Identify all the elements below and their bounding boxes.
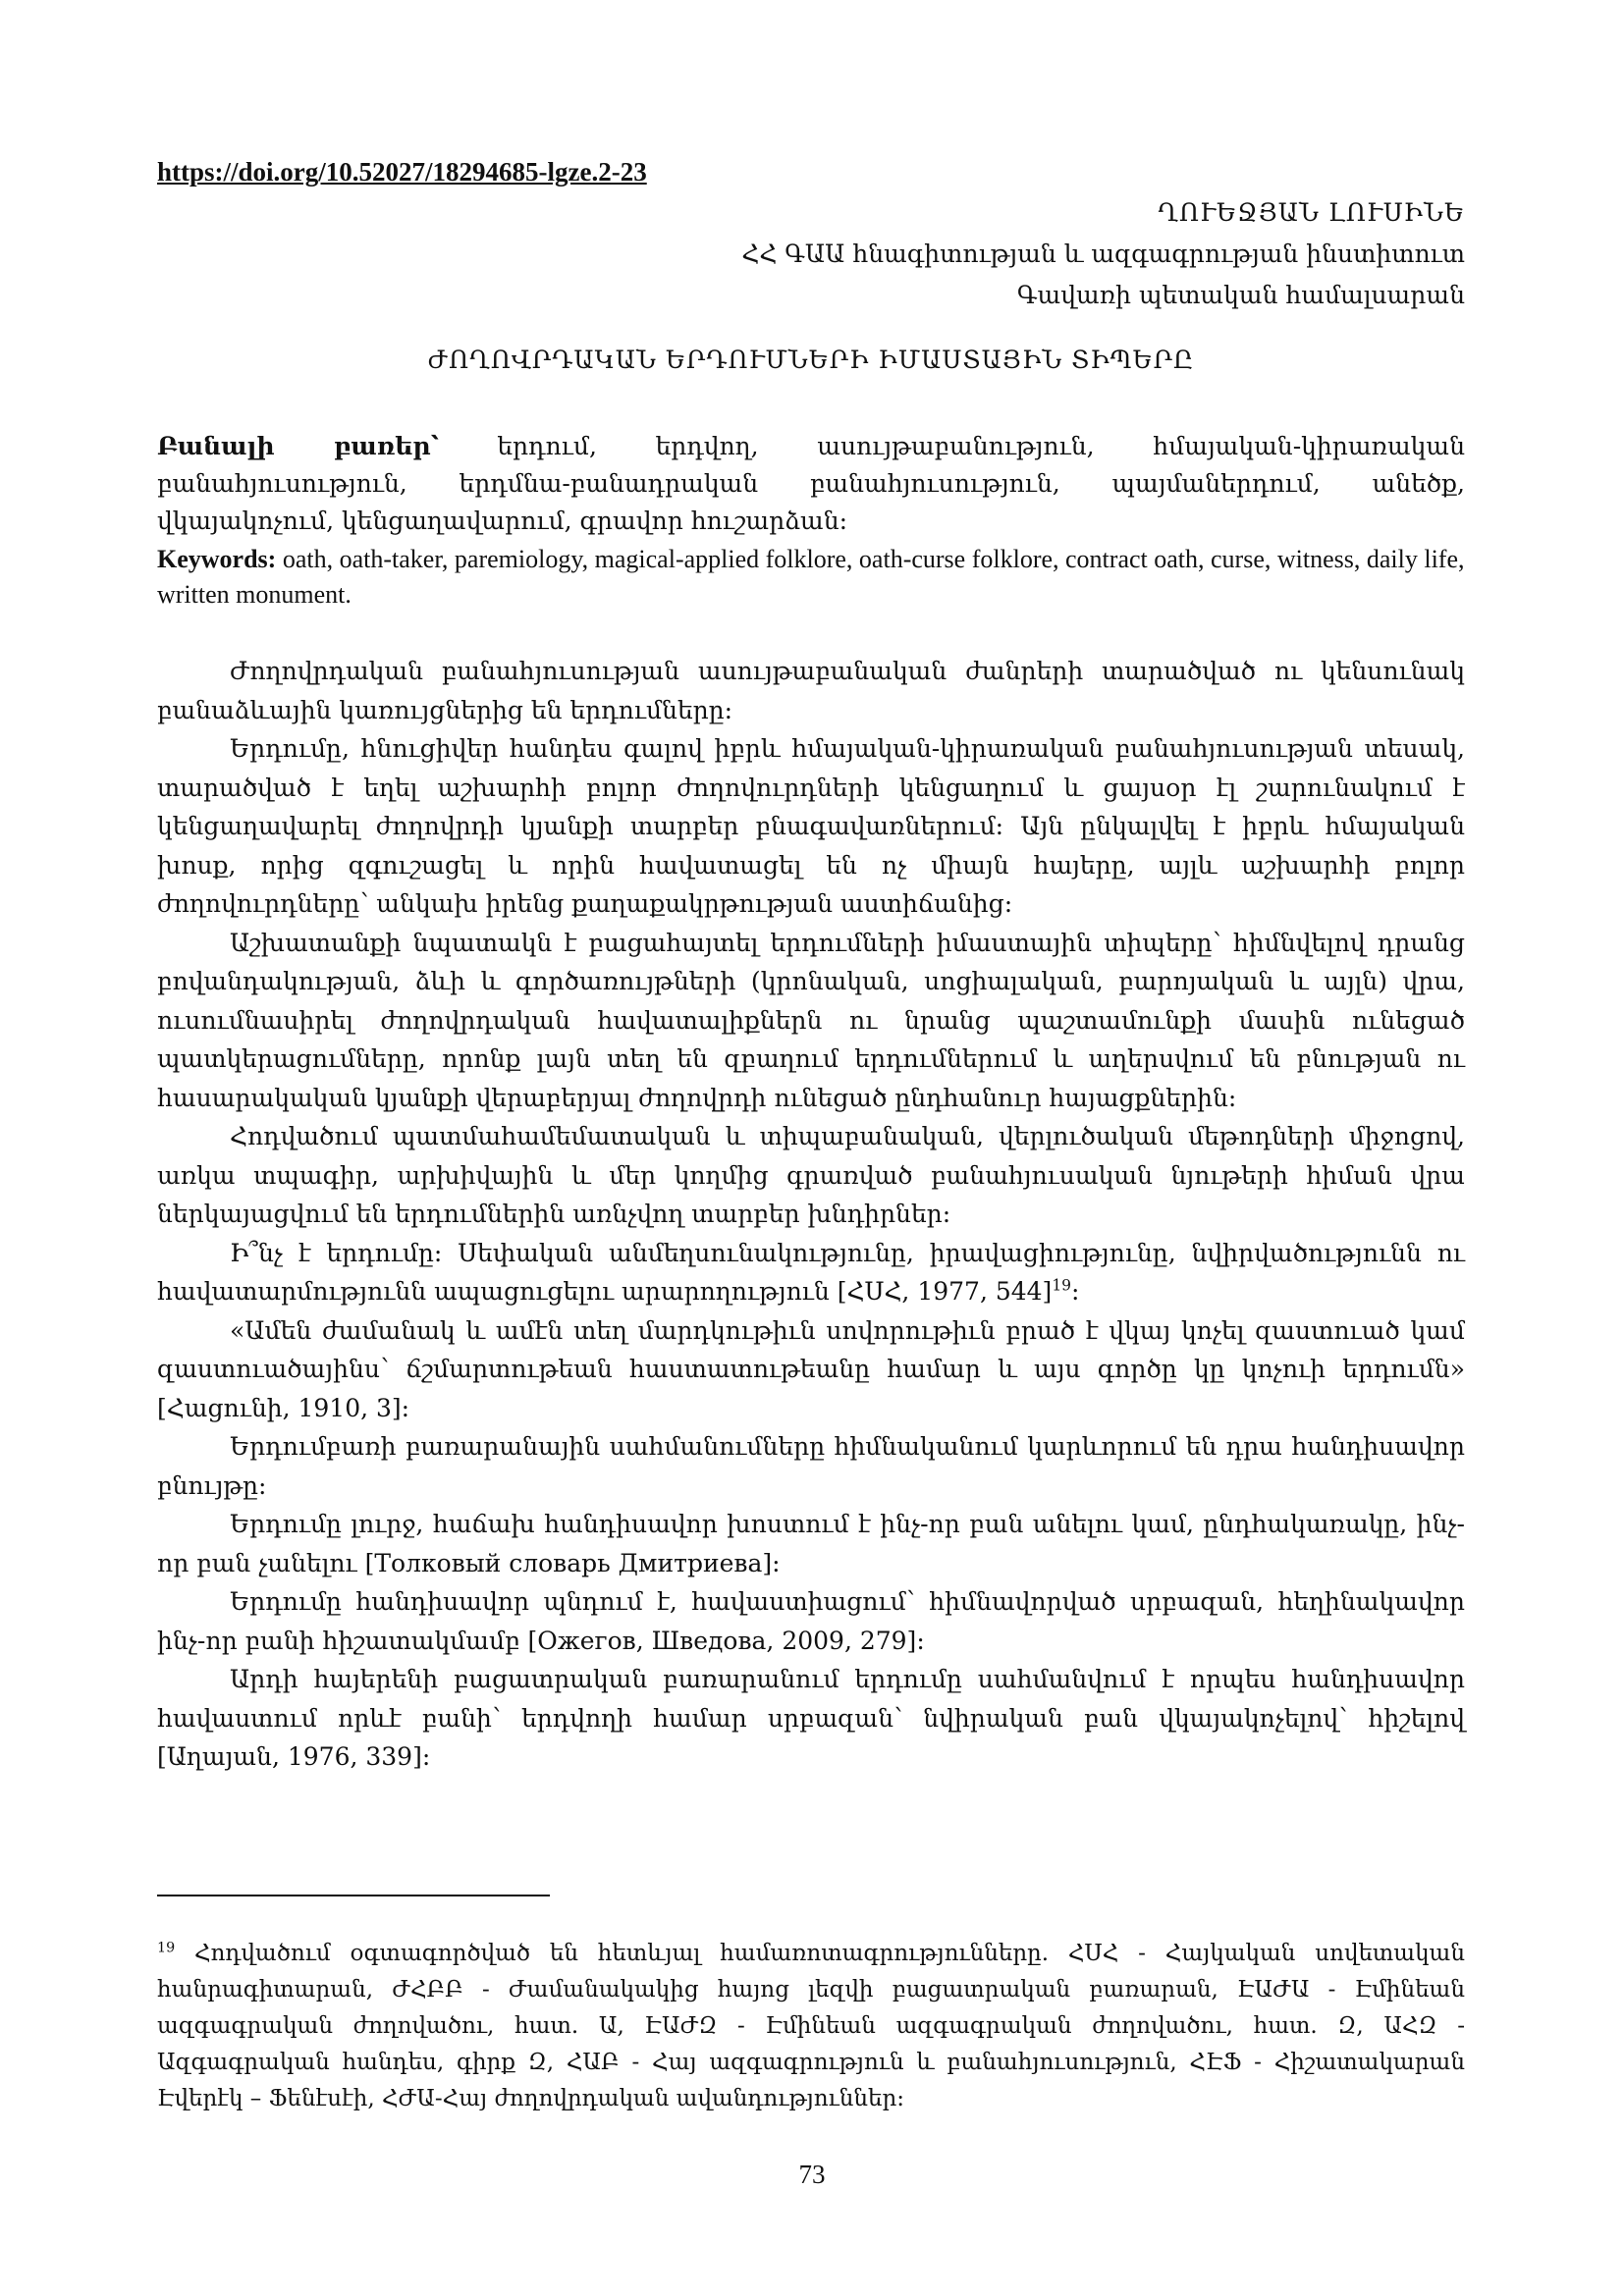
paragraph-text: Ի՞նչ է երդումը: Սեփական անմեղսունակությունը, իրավացիությունը, նվիրվածությունն ու հավատարմությունն ապացուցելու արարողություն [ՀՍՀ, 1977, 544]	[157, 1238, 1465, 1306]
paragraph: Ժողովրդական բանահյուսության ասույթաբանական ժանրերի տարածված ու կենսունակ բանաձևային կառույցներից են երդումները:	[157, 657, 1465, 724]
article-title: ԺՈՂՈՎՐԴԱԿԱՆ ԵՐԴՈՒՄՆԵՐԻ ԻՄԱՍՏԱՅԻՆ ՏԻՊԵՐԸ	[427, 346, 1195, 374]
affiliation-2: Գավառի պետական համալսարան	[1016, 281, 1465, 309]
paragraph: Երդումը լուրջ, հաճախ հանդիսավոր խոստում է ինչ-որ բան անելու կամ, ընդհակառակը, ինչ-որ բան չանելու [Толковый словарь Дмитриева]:	[157, 1510, 1465, 1577]
affiliation-1: ՀՀ ԳԱԱ հնագիտության և ազգագրության ինստիտուտ	[741, 240, 1465, 268]
keywords-label: Բանալի բառեր՝	[157, 432, 439, 460]
paragraph: «Ամեն ժամանակ և ամէն տեղ մարդկութիւն սովորութիւն բրած է վկայ կոչել զաստուած կամ զաստուածայինս՝ ճշմարտութեան հաստատութեանը համար և այս գործը կը կոչուի երդումն» [Հացունի, 1910, 3]:	[157, 1315, 1465, 1422]
keywords-text: երդում, երդվող, ասույթաբանություն, հմայական-կիրառական բանահյուսություն, երդմնա-բանադրական բանահյուսություն, պայմաներդում, անեծք, վկայակոչում, կենցաղավարում, գրավոր հուշարձան:	[157, 432, 1465, 535]
paragraph	[157, 1234, 1465, 1311]
author-block	[741, 192, 1465, 316]
footnote-text: Հոդվածում օգտագործված են հետևյալ համառոտագրությունները. ՀՍՀ - Հայկական սովետական հանրագիտարան, ԺՀԲԲ - Ժամանակակից հայոց լեզվի բացատրական բառարան, ԷԱԺԱ - Էմինեան ազգագրական ժողովածու, հատ. Ա, ԷԱԺԶ - Էմինեան ազգագրական ժողովածու, հատ. Զ, ԱՀԶ - Ազգագրական հանդես, գիրք Զ, ՀԱԲ - Հայ ազգագրություն և բանահյուսություն, ՀԷՖ - Հիշատակարան Էվերէկ – Ֆենէսէի, ՀԺԱ-Հայ ժողովրդական ավանդություններ:	[157, 1941, 1465, 2111]
keywords-en-text: oath, oath-taker, paremiology, magical-applied folklore, oath-curse folklore, contract oath, curse, witness, daily life, written monument.	[157, 545, 1465, 609]
keywords-english	[157, 542, 1465, 613]
paragraph: Երդումը, հնուցիվեր հանդես գալով իբրև հմայական-կիրառական բանահյուսության տեսակ, տարածված է եղել աշխարհի բոլոր ժողովուրդների կենցաղում և ցայսօր էլ շարունակում է կենցաղավարել ժողովրդի կյանքի տարբեր բնագավառներում: Այն ընկալվել է իբրև հմայական խոսք, որից զգուշացել և որին հավատացել են ոչ միայն հայերը, այլև աշխարհի բոլոր ժողովուրդները՝ անկախ իրենց քաղաքակրթության աստիճանից:	[157, 734, 1465, 918]
keywords-en-label: Keywords:	[157, 545, 277, 573]
doi-link[interactable]: https://doi.org/10.52027/18294685-lgze.2-23	[157, 157, 647, 187]
paragraph: Արդի հայերենի բացատրական բառարանում երդումը սահմանվում է որպես հանդիսավոր հավաստում որևէ բանի՝ երդվողի համար սրբազան՝ նվիրական բան վկայակոչելով՝ հիշելով [Աղայան, 1976, 339]:	[157, 1665, 1465, 1771]
paragraph: Աշխատանքի նպատակն է բացահայտել երդումների իմաստային տիպերը՝ հիմնվելով դրանց բովանդակության, ձևի և գործառույթների (կրոնական, սոցիալական, բարոյական և այլն) վրա, ուսումնասիրել ժողովրդական հավատալիքներն ու նրանց պաշտամունքի մասին ունեցած պատկերացումները, որոնք լայն տեղ են զբաղում երդումներում և աղերսվում են բնության ու հասարակական կյանքի վերաբերյալ ժողովրդի ունեցած ընդհանուր հայացքներին:	[157, 928, 1465, 1112]
footnote-divider	[157, 1895, 550, 1896]
page-number: 73	[798, 2160, 826, 2189]
paragraph: Երդումը հանդիսավոր պնդում է, հավաստիացում՝ հիմնավորված սրբազան, հեղինակավոր ինչ-որ բանի հիշատակմամբ [Ожегов, Шведова, 2009, 279]:	[157, 1587, 1465, 1655]
body-text	[157, 652, 1465, 1777]
author-name: ՂՈՒԵՋՅԱՆ ԼՈՒՍԻՆԵ	[1158, 198, 1465, 227]
paragraph: Երդումբառի բառարանային սահմանումները հիմնականում կարևորում են դրա հանդիսավոր բնույթը:	[157, 1432, 1465, 1500]
paragraph: Հոդվածում պատմահամեմատական և տիպաբանական, վերլուծական մեթոդների միջոցով, առկա տպագիր, արխիվային և մեր կողմից գրառված բանահյուսական նյութերի հիման վրա ներկայացվում են երդումներին առնչվող տարբեր խնդիրներ:	[157, 1122, 1465, 1228]
keywords-armenian	[157, 428, 1465, 540]
footnote	[157, 1936, 1465, 2117]
footnote-reference[interactable]: 19	[1052, 1276, 1072, 1295]
footnote-mark: 19	[157, 1940, 176, 1956]
paragraph-text-end: :	[1071, 1277, 1080, 1306]
